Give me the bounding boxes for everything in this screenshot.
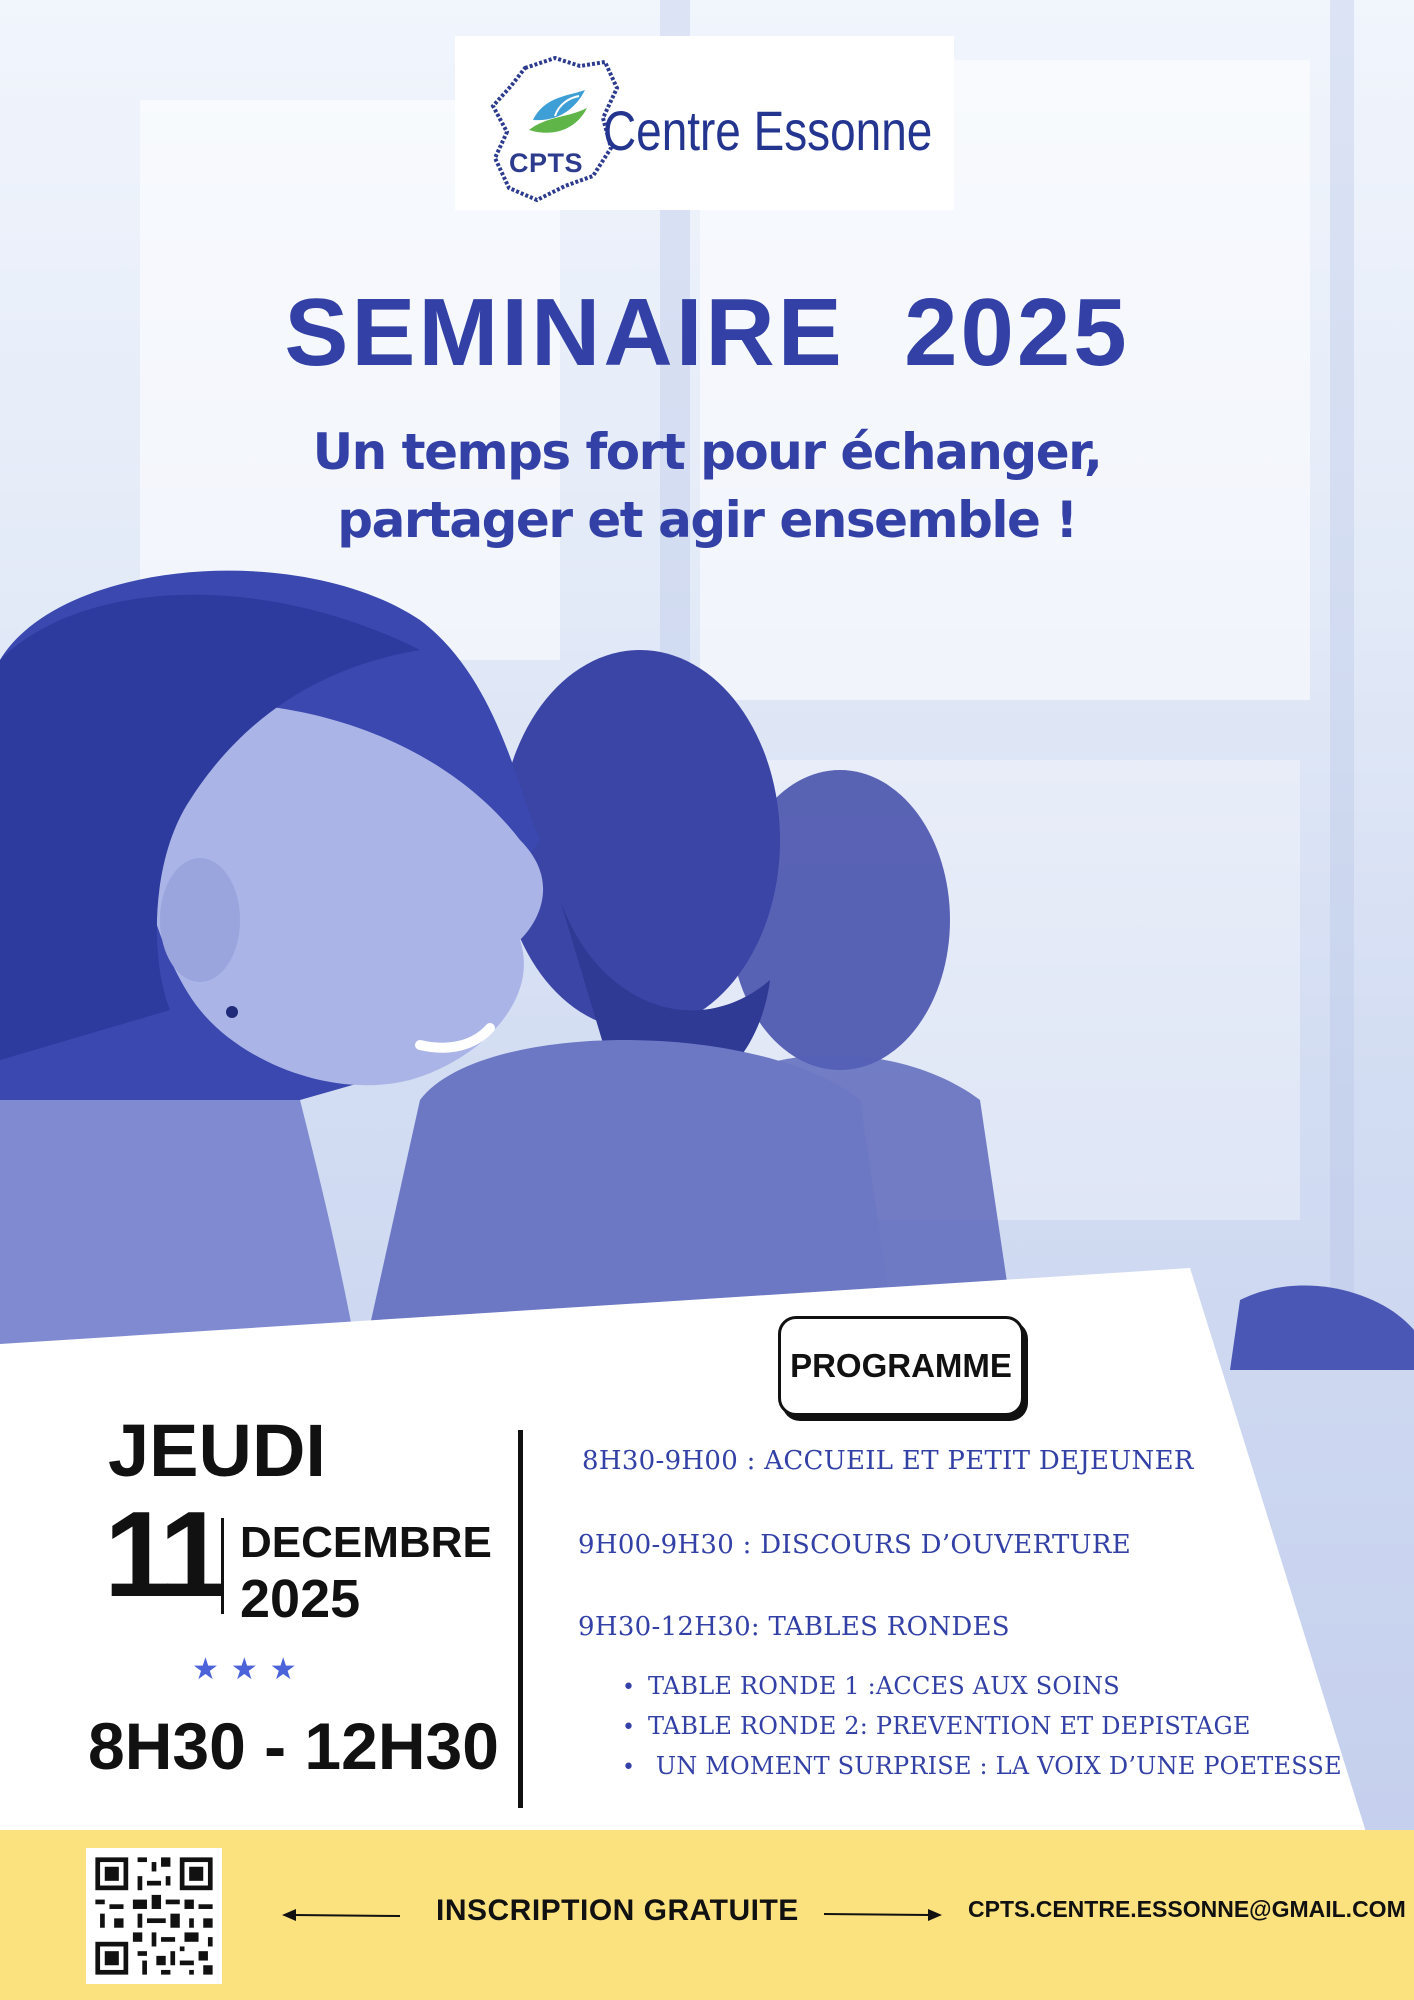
footer xyxy=(0,1830,1414,2000)
vertical-divider xyxy=(518,1430,523,1808)
event-day: 11 xyxy=(104,1486,221,1622)
subtitle-line-2: partager et agir ensemble ! xyxy=(337,491,1077,549)
programme-item: 9H00-9H30 : DISCOURS D’OUVERTURE xyxy=(578,1530,1131,1560)
bullet-icon: • xyxy=(622,1755,636,1780)
leaf-logo-icon xyxy=(525,86,595,146)
date-block xyxy=(0,1260,520,1832)
contact-email[interactable]: CPTS.CENTRE.ESSONNE@GMAIL.COM xyxy=(968,1896,1406,1922)
event-month: DECEMBRE xyxy=(240,1518,492,1567)
event-weekday: JEUDI xyxy=(108,1409,326,1492)
subtitle xyxy=(0,418,1414,554)
date-divider xyxy=(221,1518,224,1614)
list-item xyxy=(622,1706,1342,1746)
registration-text: INSCRIPTION GRATUITE xyxy=(436,1894,799,1927)
logo-acronym: CPTS xyxy=(509,148,584,178)
programme-item: 8H30-9H00 : ACCUEIL ET PETIT DEJEUNER xyxy=(582,1446,1194,1476)
programme-item: 9H30-12H30: TABLES RONDES xyxy=(578,1612,1010,1642)
bullet-icon: • xyxy=(622,1715,636,1740)
star-icon: ★★★ xyxy=(192,1652,309,1687)
list-item-label: TABLE RONDE 1 :ACCES AUX SOINS xyxy=(648,1672,1120,1700)
programme-label: PROGRAMME xyxy=(778,1316,1024,1416)
subtitle-line-1: Un temps fort pour échanger, xyxy=(312,423,1102,481)
logo-name: Centre Essonne xyxy=(603,99,933,162)
logo xyxy=(455,36,954,210)
list-item-label: UN MOMENT SURPRISE : LA VOIX D’UNE POETESSE xyxy=(648,1752,1342,1780)
page-title: SEMINAIRE 2025 xyxy=(284,279,1130,386)
arrow-left-icon xyxy=(282,1904,402,1926)
info-panel xyxy=(0,1260,1414,1832)
arrow-right-icon xyxy=(822,1904,942,1926)
list-item-label: TABLE RONDE 2: PREVENTION ET DEPISTAGE xyxy=(648,1712,1251,1740)
event-hours: 8H30 - 12H30 xyxy=(88,1709,499,1783)
qr-code-icon[interactable] xyxy=(86,1848,222,1984)
list-item xyxy=(622,1666,1342,1706)
people-photo xyxy=(0,540,1414,1370)
event-year: 2025 xyxy=(240,1569,361,1629)
round-table-list xyxy=(622,1666,1342,1786)
bullet-icon: • xyxy=(622,1675,636,1700)
list-item xyxy=(622,1746,1342,1786)
